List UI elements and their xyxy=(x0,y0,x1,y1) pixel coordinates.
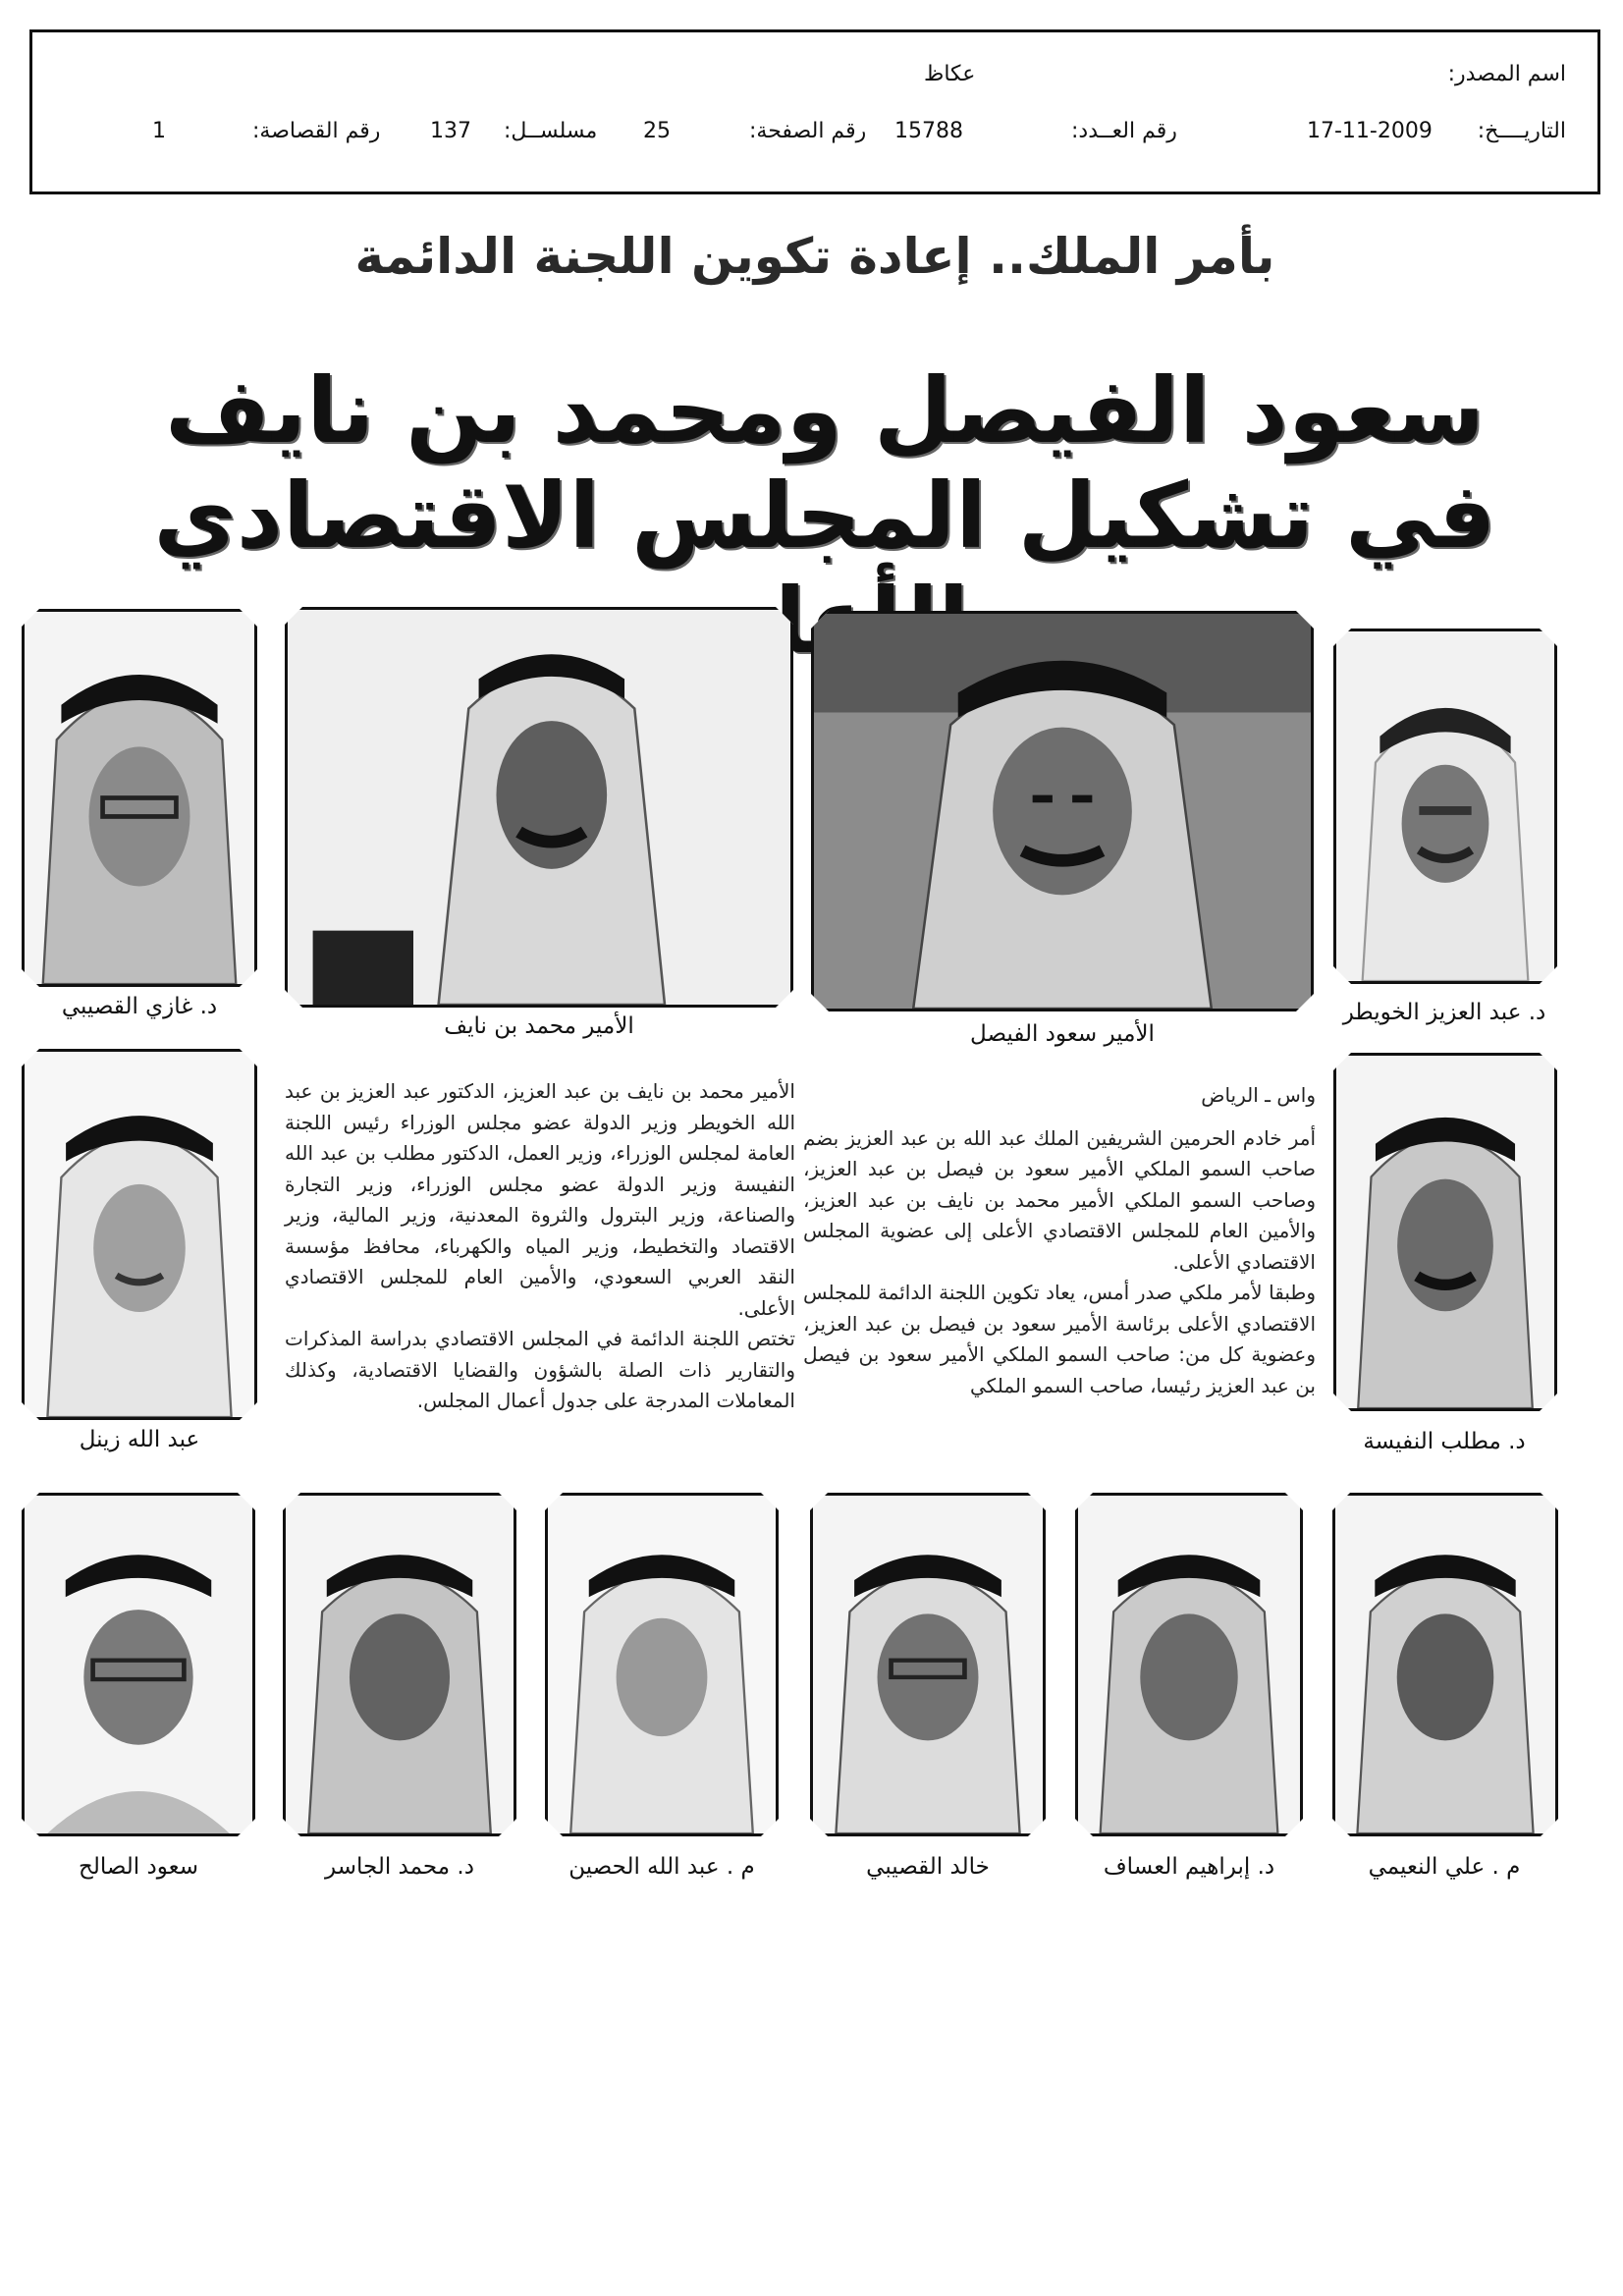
portrait-image xyxy=(288,610,790,1005)
issue-value: 15788 xyxy=(894,119,963,143)
caption-nuaimi: م . علي النعيمي xyxy=(1368,1854,1521,1880)
date-value: 17-11-2009 xyxy=(1307,119,1433,143)
date-label: التاريــــخ: xyxy=(1477,119,1566,143)
photo-gosaibi xyxy=(22,609,257,987)
portrait-image xyxy=(1078,1496,1300,1833)
portrait-image xyxy=(25,612,254,984)
caption-saleh: سعود الصالح xyxy=(78,1854,198,1880)
article-headline: سعود الفيصل ومحمد بن نايف في تشكيل المجلس الاقتصادي xyxy=(153,358,1496,569)
portrait-image xyxy=(814,614,1311,1009)
issue-label: رقم العــدد: xyxy=(1071,119,1177,143)
caption-khalid: خالد القصيبي xyxy=(866,1854,990,1880)
photo-khuwaiter xyxy=(1333,629,1557,984)
article-kicker: بأمر الملك.. إعادة تكوين اللجنة الدائمة xyxy=(354,228,1275,285)
page-label: رقم الصفحة: xyxy=(749,119,867,143)
photo-khalid xyxy=(810,1493,1046,1836)
article-paragraph: تختص اللجنة الدائمة في المجلس الاقتصادي بدراسة المذكرات والتقارير ذات الصلة بالشؤون والقضايا الاقتصادية، وكذلك المعاملات المدرجة على جدول أعمال المجلس. xyxy=(285,1327,795,1412)
source-label: اسم المصدر: xyxy=(1447,62,1566,86)
page-value: 25 xyxy=(643,119,671,143)
portrait-image xyxy=(25,1052,254,1417)
portrait-image xyxy=(1336,631,1554,981)
caption-zainal: عبد الله زينل xyxy=(79,1427,200,1452)
article-column-left xyxy=(285,1076,795,1417)
caption-husain: م . عبد الله الحصين xyxy=(568,1854,755,1880)
article-paragraph: الأمير محمد بن نايف بن عبد العزيز، الدكتور عبد العزيز بن عبد الله الخويطر وزير الدولة عضو مجلس الوزراء رئيس اللجنة العامة لمجلس الوزراء، وزير العمل، الدكتور مطلب بن عبد الله النفيسة وزير الدولة عضو مجلس الوزراء، وزير التجارة والصناعة، وزير البترول والثروة المعدنية، وزير المالية، وزير الاقتصاد والتخطيط، وزير المياه والكهرباء، محافظ مؤسسة النقد العربي السعودي، والأمين العام للمجلس الاقتصادي الأعلى. xyxy=(285,1079,795,1320)
article-paragraph: أمر خادم الحرمين الشريفين الملك عبد الله بن عبد العزيز بضم صاحب السمو الملكي الأمير سعود بن فيصل بن عبد العزيز، وصاحب السمو الملكي الأمير محمد بن نايف بن عبد العزيز، والأمين العام للمجلس الاقتصادي الأعلى إلى عضوية المجلس الاقتصادي الأعلى. xyxy=(803,1125,1316,1274)
photo-husain xyxy=(545,1493,779,1836)
photo-nayef xyxy=(285,607,793,1008)
portrait-image xyxy=(548,1496,776,1833)
serial-value: 137 xyxy=(430,119,471,143)
clip-value: 1 xyxy=(152,119,166,143)
serial-label: مسلســل: xyxy=(504,119,598,143)
portrait-image xyxy=(1335,1496,1555,1833)
photo-jasser xyxy=(283,1493,516,1836)
clip-label: رقم القصاصة: xyxy=(252,119,381,143)
portrait-image xyxy=(813,1496,1043,1833)
caption-saud: الأمير سعود الفيصل xyxy=(970,1021,1155,1047)
caption-assaf: د. إبراهيم العساف xyxy=(1103,1854,1275,1880)
portrait-image xyxy=(25,1496,252,1833)
clipping-header xyxy=(29,29,1600,194)
caption-nayef: الأمير محمد بن نايف xyxy=(444,1013,634,1039)
portrait-image xyxy=(286,1496,514,1833)
photo-nuaimi xyxy=(1332,1493,1558,1836)
article-dateline: واس ـ الرياض xyxy=(1201,1083,1316,1107)
article-paragraph: وطبقا لأمر ملكي صدر أمس، يعاد تكوين اللجنة الدائمة للمجلس الاقتصادي الأعلى برئاسة الأمير سعود بن فيصل بن عبد العزيز، وعضوية كل من: صاحب السمو الملكي الأمير سعود بن فيصل بن عبد العزيز رئيسا، صاحب السمو الملكي xyxy=(803,1281,1316,1397)
caption-jasser: د. محمد الجاسر xyxy=(325,1854,474,1880)
photo-assaf xyxy=(1075,1493,1303,1836)
caption-gosaibi: د. غازي القصيبي xyxy=(61,994,218,1019)
caption-nafisa: د. مطلب النفيسة xyxy=(1363,1429,1526,1454)
source-value: عكاظ xyxy=(924,62,976,86)
article-column-right xyxy=(803,1080,1316,1401)
photo-zainal xyxy=(22,1049,257,1420)
photo-saleh xyxy=(22,1493,255,1836)
photo-nafisa xyxy=(1333,1053,1557,1411)
caption-khuwaiter: د. عبد العزيز الخويطر xyxy=(1342,1000,1546,1025)
photo-saud xyxy=(811,611,1314,1011)
portrait-image xyxy=(1336,1056,1554,1408)
